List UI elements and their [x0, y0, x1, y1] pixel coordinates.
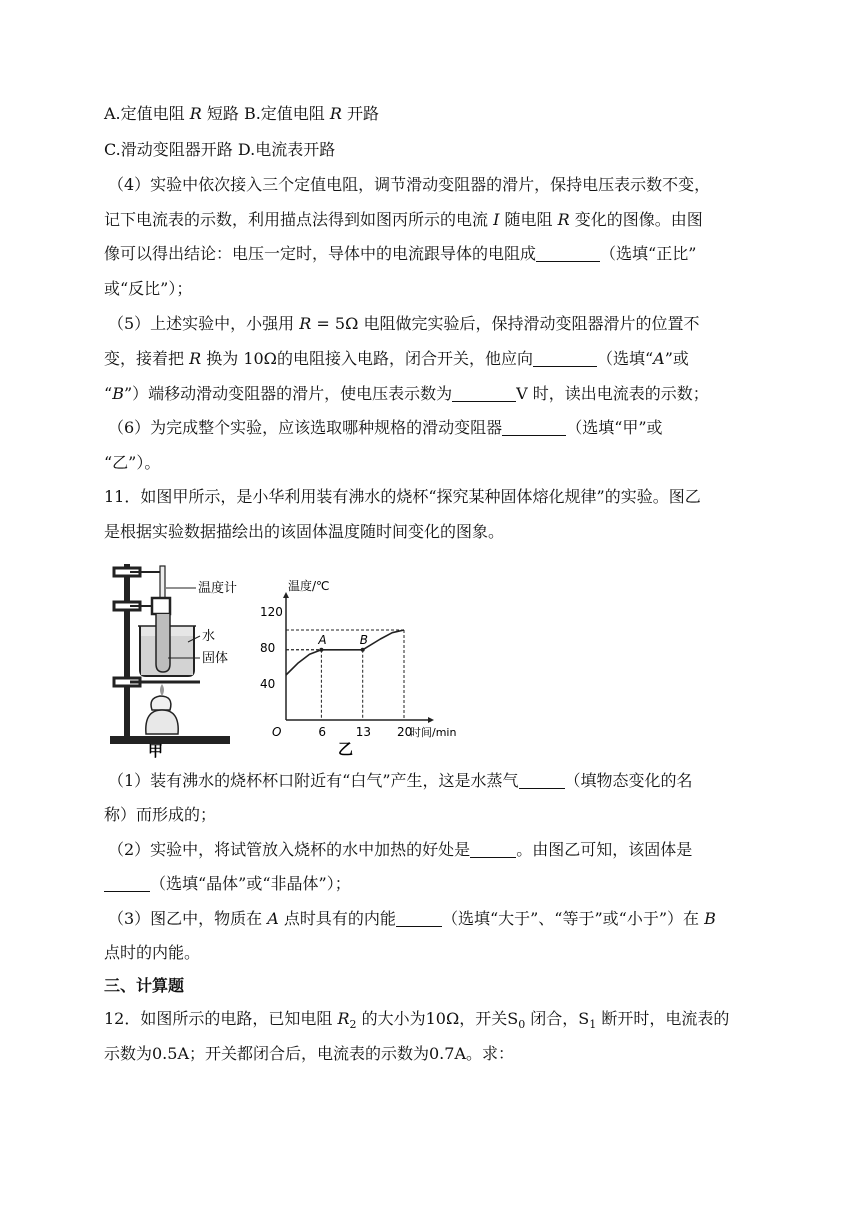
- q11-text: （选填“大于”、“等于”或“小于”）在: [441, 909, 705, 928]
- option-b-tail: 开路: [341, 104, 380, 123]
- q5-text: （5）上述实验中，小强用: [108, 314, 300, 333]
- y-tick-label: 80: [260, 641, 276, 655]
- q11-line1: 11．如图甲所示，是小华利用装有沸水的烧杯“探究某种固体熔化规律”的实验。图乙: [104, 487, 701, 506]
- q11-text: 。由图乙可知，该固体是: [516, 840, 693, 859]
- q4-line1: （4）实验中依次接入三个定值电阻，调节滑动变阻器的滑片，保持电压表示数不变，: [108, 175, 711, 194]
- q4-text: 像可以得出结论：电压一定时，导体中的电流跟导体的电阻成: [104, 244, 537, 263]
- y-axis-label: 温度/℃: [288, 579, 330, 593]
- q11-sub2-line1: [108, 839, 692, 861]
- q5-text: 变，接着把: [104, 349, 190, 368]
- test-tube: [156, 614, 170, 672]
- var-r: R: [557, 210, 570, 229]
- var-r: R: [329, 104, 342, 123]
- q4-text: 变化的图像。由图: [569, 210, 703, 229]
- q4-text: （选填“正比”: [600, 244, 697, 263]
- q12-text: 闭合，S: [525, 1009, 590, 1028]
- subscript: 1: [589, 1018, 597, 1032]
- q6-text: （6）为完成整个实验，应该选取哪种规格的滑动变阻器: [108, 418, 503, 437]
- q11-text: （填物态变化的名: [564, 771, 693, 790]
- q11-text: （3）图乙中，物质在: [108, 909, 268, 928]
- x-tick-label: 20: [397, 725, 413, 739]
- q11-sub1-line2: 称）而形成的；: [104, 805, 217, 824]
- y-tick-label: 120: [260, 605, 283, 619]
- x-tick-label: 13: [355, 725, 371, 739]
- label-thermometer: 温度计: [198, 581, 238, 596]
- var-r: R: [299, 314, 312, 333]
- var-r: R: [337, 1009, 350, 1028]
- point-label-A: A: [318, 632, 327, 647]
- caption-yi: 乙: [338, 740, 354, 758]
- q6-line2: “乙”）。: [104, 453, 161, 472]
- q4-line4: 或“反比”）；: [104, 279, 193, 298]
- answer-blank[interactable]: [502, 419, 566, 436]
- q5-text: （选填“: [596, 349, 654, 368]
- q11-text: （1）装有沸水的烧杯杯口附近有“白气”产生，这是水蒸气: [108, 771, 519, 790]
- q11-text: （2）实验中，将试管放入烧杯的水中加热的好处是: [108, 840, 471, 859]
- q5-text: 换为 10Ω的电阻接入电路，闭合开关，他应向: [201, 349, 533, 368]
- subscript: 0: [518, 1018, 526, 1032]
- answer-blank[interactable]: [519, 772, 565, 789]
- x-axis-label: 时间/min: [410, 726, 457, 739]
- label-solid: 固体: [202, 651, 229, 666]
- q4-line2: [104, 209, 703, 231]
- q4-text: 记下电流表的示数，利用描点法得到如图丙所示的电流: [104, 210, 494, 229]
- q11-text: 点时具有的内能: [278, 909, 396, 928]
- q11-line2: 是根据实验数据描绘出的该固体温度随时间变化的图象。: [104, 522, 505, 541]
- q5-text: = 5Ω 电阻做完实验后，保持滑动变阻器滑片的位置不: [311, 314, 700, 333]
- point-B: [361, 648, 365, 652]
- q6-line1: [108, 417, 663, 439]
- q11-sub2-line2: [104, 873, 351, 895]
- q6-text: （选填“甲”或: [566, 418, 663, 437]
- option-b-text: 短路 B.定值电阻: [201, 104, 330, 123]
- option-cd: C.滑动变阻器开路 D.电流表开路: [104, 140, 336, 159]
- y-tick-label: 40: [260, 677, 276, 691]
- q5-line3: [104, 383, 709, 405]
- var-a: A: [653, 349, 665, 368]
- point-A: [319, 648, 323, 652]
- answer-blank[interactable]: [470, 841, 516, 858]
- q5-text: V 时，读出电流表的示数；: [516, 384, 709, 403]
- x-tick-label: 6: [318, 725, 327, 739]
- answer-blank[interactable]: [104, 875, 150, 892]
- stand-pole: [124, 564, 130, 738]
- option-ab: [104, 103, 379, 125]
- answer-blank[interactable]: [533, 350, 597, 367]
- origin-label: O: [272, 725, 282, 739]
- q5-line1: [108, 313, 699, 335]
- series-line: [286, 630, 404, 675]
- var-b: B: [112, 384, 124, 403]
- q11-sub3-line2: 点时的内能。: [104, 943, 201, 962]
- q11-sub1-line1: [108, 770, 693, 792]
- apparatus-figure: [104, 558, 264, 758]
- q12-line1: [104, 1008, 729, 1036]
- q5-text: ”）端移动滑动变阻器的滑片，使电压表示数为: [123, 384, 453, 403]
- q4-text: 随电阻: [499, 210, 558, 229]
- q12-text: 的大小为10Ω，开关S: [356, 1009, 519, 1028]
- q5-line2: [104, 348, 689, 370]
- label-water: 水: [202, 629, 216, 644]
- q12-line2: 示数为0.5A；开关都闭合后，电流表的示数为0.7A。求：: [104, 1044, 515, 1063]
- var-r: R: [189, 349, 202, 368]
- q5-text: “: [104, 384, 113, 403]
- section-title: 三、计算题: [104, 976, 185, 995]
- q11-sub3-line1: [108, 908, 716, 930]
- answer-blank[interactable]: [396, 910, 442, 927]
- var-b: B: [704, 909, 716, 928]
- var-a: A: [267, 909, 279, 928]
- subscript: 2: [349, 1018, 357, 1032]
- var-r: R: [189, 104, 202, 123]
- q5-text: ”或: [664, 349, 689, 368]
- caption-jia: 甲: [148, 742, 164, 760]
- answer-blank[interactable]: [536, 245, 600, 262]
- x-axis-arrow: [428, 717, 434, 723]
- temperature-time-chart: [260, 579, 457, 758]
- option-a-text: A.定值电阻: [104, 104, 190, 123]
- answer-blank[interactable]: [452, 385, 516, 402]
- q11-text: （选填“晶体”或“非晶体”）；: [150, 874, 351, 893]
- q12-text: 12．如图所示的电路，已知电阻: [104, 1009, 338, 1028]
- flame: [160, 684, 164, 696]
- var-i: I: [493, 210, 500, 229]
- q4-line3: [104, 243, 696, 265]
- point-label-B: B: [359, 632, 368, 647]
- alcohol-lamp: [151, 696, 171, 710]
- q12-text: 断开时，电流表的: [596, 1009, 730, 1028]
